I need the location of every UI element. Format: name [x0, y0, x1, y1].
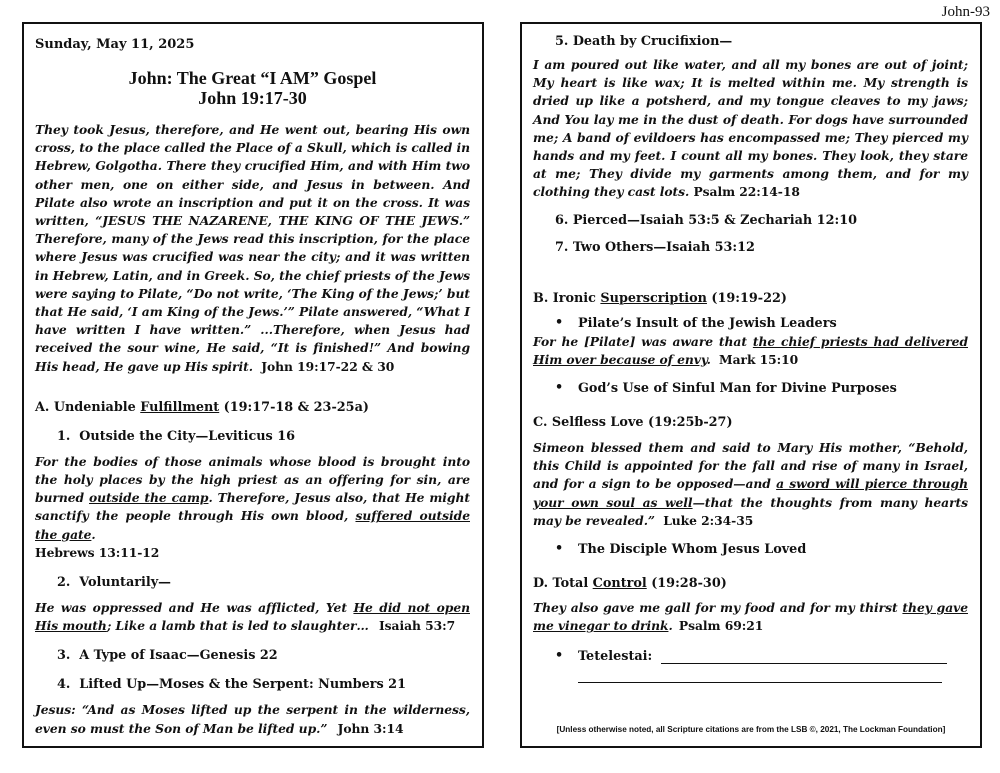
b1-scripture: [533, 333, 968, 369]
point-5-scripture: [533, 56, 968, 202]
passage-citation: John 19:17-22 & 30: [261, 358, 395, 374]
section-a-prefix: A. Undeniable: [35, 399, 141, 415]
sermon-date: Sunday, May 11, 2025: [35, 37, 195, 52]
section-c-heading: C. Selfless Love (19:25b-27): [533, 415, 733, 431]
bullet-dot-icon: •: [555, 541, 564, 557]
b1-underline: the chief priests had delivered Him over because of envy: [533, 333, 968, 367]
scripture-footnote: [Unless otherwise noted, all Scripture citations are from the LSB ©, 2021, The Lockman Foundation]: [556, 725, 946, 734]
left-panel: [22, 22, 484, 748]
section-b-keyword: Superscription: [600, 290, 707, 306]
p2-citation: Isaiah 53:7: [378, 618, 456, 634]
d-citation: Psalm 69:21: [678, 618, 764, 634]
b1-text-a: For he [Pilate] was aware that: [533, 333, 753, 349]
c-text-b: —that the thoughts from many hearts may be revealed.”: [533, 494, 968, 528]
bullet-gods-use: [533, 381, 968, 396]
point-6: 6. Pierced—Isaiah 53:5 & Zechariah 12:10: [555, 212, 858, 228]
p1-underline-2: suffered outside the gate: [35, 508, 470, 542]
section-b-heading: [533, 291, 968, 306]
right-panel: [520, 22, 982, 748]
d-text-a: They also gave me gall for my food and for my thirst: [533, 600, 903, 616]
main-passage: [35, 121, 470, 376]
passage-text: They took Jesus, therefore, and He went out, bearing His own cross, to the place called the Place of a Skull, which is called in Hebrew, Golgotha. There they crucified Him, and with Him two other men, one on either side, and Jesus in between. And Pilate also wrote an inscription and put it on the cross. It was written, “JESUS THE NAZARENE, THE KING OF THE JEWS.” Therefore, many of the Jews read this inscription, for the place where Jesus was crucified was near the city; and it was written in Hebrew, Latin, and in Greek. So, the chief priests of the Jews were saying to Pilate, “Do not write, ‘The King of the Jews;’ but that He said, ‘I am King of the Jews.’” Pilate answered, “What I have written I have written.” ...Therefore, when Jesus had received the sour wine, He said, “It is finished!” And bowing His head, He gave up His spirit.: [35, 122, 470, 374]
point-3: 3. A Type of Isaac—Genesis 22: [57, 648, 278, 664]
bullet-dot-icon: •: [555, 314, 564, 330]
bullet-pilate-insult: [533, 316, 968, 331]
p4-citation: John 3:14: [337, 720, 404, 736]
c-scripture: [533, 439, 968, 530]
section-d-prefix: D. Total: [533, 576, 593, 592]
d-scripture: [533, 599, 968, 635]
point-1-scripture: [35, 453, 470, 562]
p5-text: I am poured out like water, and all my bones are out of joint; My heart is like wax; It is melted within me. My strength is dried up like a potsherd, and my tongue cleaves to my jaws; And You lay me in the dust of death. For dogs have surrounded me; A band of evildoers has encompassed me; They pierced my hands and my feet. I count all my bones. They look, they stare at me; They divide my garments among them, and for my clothing they cast lots.: [533, 57, 968, 200]
p1-text-a: For the bodies of those animals whose blood is brought into the holy places by the high priest as an offering for sin, are burned: [35, 453, 470, 506]
page-number: John-93: [941, 4, 990, 20]
bullet-b1-label: Pilate’s Insult of the Jewish Leaders: [578, 315, 837, 331]
point-4: 4. Lifted Up—Moses & the Serpent: Numbers 21: [57, 677, 406, 693]
section-d-range: (19:28-30): [646, 576, 727, 592]
p2-text-a: He was oppressed and He was afflicted, Yet: [35, 600, 354, 616]
title-series: John: The Great “I AM” Gospel: [128, 68, 377, 88]
point-4-scripture: [35, 701, 470, 737]
tetelestai-blank-line-2[interactable]: [578, 664, 942, 683]
point-2-scripture: [35, 599, 470, 635]
bullet-dot-icon: •: [555, 380, 564, 396]
p2-text-b: ; Like a lamb that is led to slaughter…: [106, 618, 369, 634]
bullet-dot-icon: •: [555, 648, 564, 664]
p1-underline-1: outside the camp: [89, 490, 209, 506]
point-5: 5. Death by Crucifixion—: [555, 34, 733, 49]
p1-citation: Hebrews 13:11-12: [35, 544, 160, 560]
c-citation: Luke 2:34-35: [663, 512, 754, 528]
p1-text-c: .: [91, 526, 96, 542]
point-2: 2. Voluntarily—: [57, 575, 171, 591]
p2-underline: He did not open His mouth: [35, 600, 470, 634]
c-text-a: Simeon blessed them and said to Mary His mother, “Behold, this Child is appointed for the fall and rise of many in Israel, and for a sign to be opposed—and: [533, 440, 968, 492]
section-b-range: (19:19-22): [706, 290, 787, 306]
p4-text: Jesus: “And as Moses lifted up the serpent in the wilderness, even so must the Son of Man be lifted up.”: [35, 702, 470, 736]
title-reference: John 19:17-30: [198, 88, 307, 108]
section-a-range: (19:17-18 & 23-25a): [219, 399, 369, 415]
b1-text-b: .: [706, 351, 711, 367]
section-b-prefix: B. Ironic: [533, 290, 601, 306]
section-d-keyword: Control: [592, 576, 647, 592]
c-underline: a sword will pierce through your own soul as well: [533, 476, 968, 510]
tetelestai-blank-line-1[interactable]: [661, 649, 947, 664]
p5-citation: Psalm 22:14-18: [693, 184, 800, 200]
b1-citation: Mark 15:10: [719, 351, 799, 367]
sermon-title: [35, 68, 470, 108]
bullet-b2-label: God’s Use of Sinful Man for Divine Purposes: [578, 381, 897, 397]
d-text-b: .: [668, 618, 673, 634]
bullet-tetelestai: [533, 649, 968, 664]
d-underline: they gave me vinegar to drink: [533, 600, 968, 634]
point-1: 1. Outside the City—Leviticus 16: [57, 428, 296, 444]
bullet-disciple: [533, 542, 968, 557]
section-a-keyword: Fulfillment: [140, 399, 220, 415]
bullet-c1-label: The Disciple Whom Jesus Loved: [578, 542, 807, 558]
tetelestai-label: Tetelestai:: [578, 649, 653, 665]
section-a-heading: [35, 400, 470, 415]
p1-text-b: . Therefore, Jesus also, that He might sanctify the people through His own blood,: [35, 490, 470, 524]
point-7: 7. Two Others—Isaiah 53:12: [555, 239, 755, 255]
section-d-heading: [533, 576, 968, 591]
